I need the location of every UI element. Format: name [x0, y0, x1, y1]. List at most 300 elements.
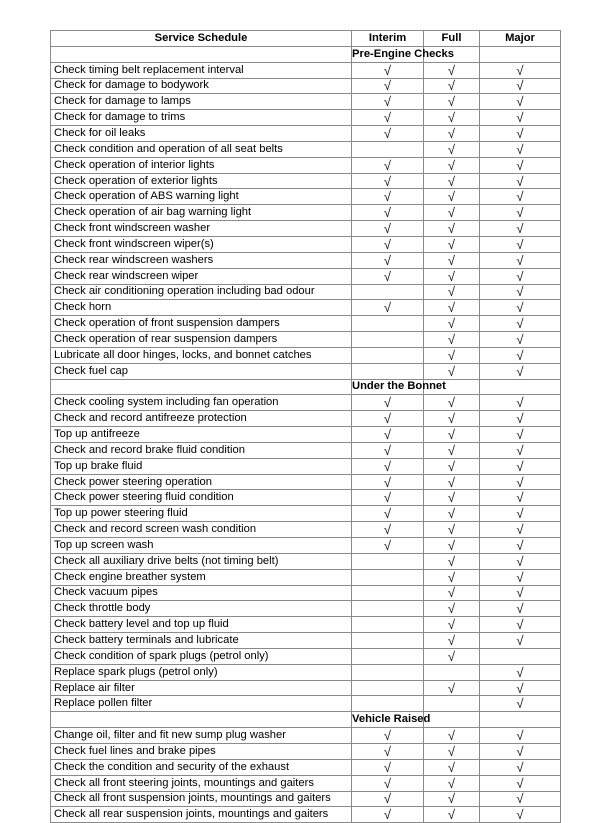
task-label: Check operation of ABS warning light [51, 189, 352, 205]
task-label: Check operation of front suspension dampers [51, 316, 352, 332]
interim-check-cell [352, 601, 424, 617]
major-check-cell [480, 141, 561, 157]
task-label: Check all front steering joints, mountings and gaiters [51, 775, 352, 791]
task-label: Check throttle body [51, 601, 352, 617]
checkmark-icon: √ [447, 221, 456, 237]
checkmark-icon: √ [516, 395, 524, 411]
checkmark-icon: √ [516, 189, 524, 205]
major-check-cell [480, 221, 561, 237]
checkmark-icon: √ [447, 363, 456, 379]
interim-check-cell [352, 696, 424, 712]
checkmark-icon: √ [447, 252, 456, 268]
full-check-cell [424, 522, 480, 538]
full-check-cell [424, 411, 480, 427]
major-check-cell [480, 458, 561, 474]
major-check-cell [480, 585, 561, 601]
checkmark-icon: √ [447, 522, 456, 538]
checkmark-icon: √ [516, 62, 524, 78]
table-row [51, 126, 561, 142]
checkmark-icon: √ [516, 268, 524, 284]
checkmark-icon: √ [383, 157, 392, 173]
interim-check-cell [352, 300, 424, 316]
checkmark-icon: √ [447, 442, 456, 458]
major-check-cell [480, 553, 561, 569]
checkmark-icon: √ [516, 427, 524, 443]
table-row [51, 458, 561, 474]
full-check-cell [424, 601, 480, 617]
checkmark-icon: √ [447, 648, 456, 664]
interim-check-cell [352, 395, 424, 411]
major-check-cell [480, 522, 561, 538]
full-check-cell [424, 332, 480, 348]
full-check-cell [424, 221, 480, 237]
checkmark-icon: √ [447, 791, 456, 807]
checkmark-icon: √ [383, 189, 392, 205]
table-row [51, 696, 561, 712]
table-row [51, 759, 561, 775]
checkmark-icon: √ [516, 300, 524, 316]
major-check-cell [480, 300, 561, 316]
table-row [51, 363, 561, 379]
checkmark-icon: √ [516, 331, 524, 347]
checkmark-icon: √ [447, 807, 456, 823]
checkmark-icon: √ [516, 522, 524, 538]
full-check-cell [424, 78, 480, 94]
checkmark-icon: √ [383, 205, 392, 221]
checkmark-icon: √ [383, 173, 392, 189]
interim-check-cell [352, 268, 424, 284]
checkmark-icon: √ [447, 585, 456, 601]
interim-check-cell [352, 585, 424, 601]
checkmark-icon: √ [383, 728, 392, 744]
checkmark-icon: √ [516, 617, 524, 633]
table-row [51, 332, 561, 348]
checkmark-icon: √ [447, 490, 456, 506]
section-spacer [480, 46, 561, 62]
task-label: Check the condition and security of the exhaust [51, 759, 352, 775]
checkmark-icon: √ [383, 442, 392, 458]
full-check-cell [424, 205, 480, 221]
table-row [51, 633, 561, 649]
checkmark-icon: √ [447, 759, 456, 775]
full-check-cell [424, 300, 480, 316]
table-row [51, 284, 561, 300]
full-check-cell [424, 316, 480, 332]
table-row [51, 490, 561, 506]
checkmark-icon: √ [447, 236, 456, 252]
table-row [51, 648, 561, 664]
major-check-cell [480, 252, 561, 268]
table-row [51, 347, 561, 363]
checkmark-icon: √ [447, 205, 456, 221]
table-row [51, 316, 561, 332]
checkmark-icon: √ [383, 427, 392, 443]
interim-check-cell [352, 221, 424, 237]
checkmark-icon: √ [447, 347, 456, 363]
full-check-cell [424, 141, 480, 157]
checkmark-icon: √ [447, 569, 456, 585]
major-check-cell [480, 569, 561, 585]
section-row [51, 379, 561, 395]
checkmark-icon: √ [447, 553, 456, 569]
checkmark-icon: √ [516, 442, 524, 458]
table-row [51, 522, 561, 538]
major-check-cell [480, 538, 561, 554]
interim-check-cell [352, 474, 424, 490]
major-check-cell [480, 316, 561, 332]
task-label: Check operation of exterior lights [51, 173, 352, 189]
checkmark-icon: √ [447, 537, 456, 553]
checkmark-icon: √ [383, 474, 392, 490]
section-spacer [51, 379, 352, 395]
task-label: Check condition and operation of all seat belts [51, 141, 352, 157]
checkmark-icon: √ [383, 490, 392, 506]
checkmark-icon: √ [447, 411, 456, 427]
checkmark-icon: √ [516, 664, 524, 680]
major-check-cell [480, 743, 561, 759]
section-spacer [424, 712, 480, 728]
major-check-cell [480, 490, 561, 506]
major-check-cell [480, 157, 561, 173]
checkmark-icon: √ [516, 110, 524, 126]
checkmark-icon: √ [383, 775, 392, 791]
table-row [51, 664, 561, 680]
checkmark-icon: √ [447, 331, 456, 347]
task-label: Change oil, filter and fit new sump plug washer [51, 728, 352, 744]
section-spacer [480, 379, 561, 395]
major-check-cell [480, 332, 561, 348]
checkmark-icon: √ [516, 363, 524, 379]
major-check-cell [480, 506, 561, 522]
interim-check-cell [352, 110, 424, 126]
checkmark-icon: √ [447, 157, 456, 173]
task-label: Check for oil leaks [51, 126, 352, 142]
interim-check-cell [352, 316, 424, 332]
checkmark-icon: √ [447, 62, 456, 78]
checkmark-icon: √ [383, 221, 392, 237]
interim-check-cell [352, 427, 424, 443]
interim-check-cell [352, 680, 424, 696]
full-check-cell [424, 252, 480, 268]
interim-check-cell [352, 205, 424, 221]
full-check-cell [424, 62, 480, 78]
table-row [51, 94, 561, 110]
major-check-cell [480, 126, 561, 142]
task-label: Top up power steering fluid [51, 506, 352, 522]
interim-check-cell [352, 728, 424, 744]
task-label: Check for damage to lamps [51, 94, 352, 110]
table-row [51, 585, 561, 601]
checkmark-icon: √ [516, 205, 524, 221]
section-title: Under the Bonnet [352, 379, 424, 395]
checkmark-icon: √ [447, 395, 456, 411]
section-spacer [480, 712, 561, 728]
full-check-cell [424, 94, 480, 110]
full-check-cell [424, 791, 480, 807]
full-check-cell [424, 506, 480, 522]
checkmark-icon: √ [383, 537, 392, 553]
full-check-cell [424, 442, 480, 458]
interim-check-cell [352, 332, 424, 348]
checkmark-icon: √ [516, 632, 524, 648]
full-check-cell [424, 664, 480, 680]
major-check-cell [480, 601, 561, 617]
checkmark-icon: √ [383, 506, 392, 522]
checkmark-icon: √ [447, 125, 456, 141]
interim-check-cell [352, 553, 424, 569]
task-label: Check for damage to trims [51, 110, 352, 126]
checkmark-icon: √ [516, 94, 524, 110]
interim-check-cell [352, 664, 424, 680]
full-check-cell [424, 759, 480, 775]
checkmark-icon: √ [516, 221, 524, 237]
checkmark-icon: √ [447, 300, 456, 316]
checkmark-icon: √ [383, 125, 392, 141]
table-row [51, 538, 561, 554]
task-label: Top up screen wash [51, 538, 352, 554]
checkmark-icon: √ [447, 617, 456, 633]
table-row [51, 78, 561, 94]
checkmark-icon: √ [516, 553, 524, 569]
interim-check-cell [352, 173, 424, 189]
interim-check-cell [352, 189, 424, 205]
task-label: Check for damage to bodywork [51, 78, 352, 94]
full-check-cell [424, 633, 480, 649]
table-row [51, 141, 561, 157]
checkmark-icon: √ [447, 728, 456, 744]
major-check-cell [480, 728, 561, 744]
interim-check-cell [352, 157, 424, 173]
checkmark-icon: √ [447, 268, 456, 284]
interim-check-cell [352, 775, 424, 791]
table-row [51, 252, 561, 268]
checkmark-icon: √ [516, 743, 524, 759]
checkmark-icon: √ [516, 569, 524, 585]
checkmark-icon: √ [516, 173, 524, 189]
full-check-cell [424, 268, 480, 284]
header-major: Major [480, 31, 561, 47]
task-label: Replace pollen filter [51, 696, 352, 712]
checkmark-icon: √ [516, 601, 524, 617]
checkmark-icon: √ [516, 506, 524, 522]
task-label: Check timing belt replacement interval [51, 62, 352, 78]
major-check-cell [480, 395, 561, 411]
interim-check-cell [352, 633, 424, 649]
table-row [51, 474, 561, 490]
checkmark-icon: √ [516, 791, 524, 807]
interim-check-cell [352, 126, 424, 142]
checkmark-icon: √ [516, 728, 524, 744]
interim-check-cell [352, 411, 424, 427]
table-row [51, 569, 561, 585]
major-check-cell [480, 189, 561, 205]
table-row [51, 221, 561, 237]
full-check-cell [424, 236, 480, 252]
table-row [51, 189, 561, 205]
interim-check-cell [352, 617, 424, 633]
major-check-cell [480, 633, 561, 649]
table-row [51, 411, 561, 427]
task-label: Check rear windscreen wiper [51, 268, 352, 284]
major-check-cell [480, 696, 561, 712]
full-check-cell [424, 427, 480, 443]
full-check-cell [424, 569, 480, 585]
major-check-cell [480, 791, 561, 807]
full-check-cell [424, 189, 480, 205]
checkmark-icon: √ [383, 791, 392, 807]
checkmark-icon: √ [447, 284, 456, 300]
major-check-cell [480, 427, 561, 443]
checkmark-icon: √ [516, 807, 524, 823]
full-check-cell [424, 363, 480, 379]
section-spacer [51, 46, 352, 62]
major-check-cell [480, 775, 561, 791]
full-check-cell [424, 173, 480, 189]
major-check-cell [480, 680, 561, 696]
checkmark-icon: √ [383, 252, 392, 268]
service-schedule-table [50, 30, 561, 823]
table-row [51, 110, 561, 126]
table-row [51, 236, 561, 252]
checkmark-icon: √ [516, 125, 524, 141]
task-label: Check horn [51, 300, 352, 316]
full-check-cell [424, 458, 480, 474]
task-label: Check front windscreen wiper(s) [51, 236, 352, 252]
checkmark-icon: √ [516, 696, 524, 712]
full-check-cell [424, 347, 480, 363]
full-check-cell [424, 157, 480, 173]
interim-check-cell [352, 648, 424, 664]
interim-check-cell [352, 94, 424, 110]
checkmark-icon: √ [383, 268, 392, 284]
checkmark-icon: √ [447, 141, 456, 157]
task-label: Check and record brake fluid condition [51, 442, 352, 458]
major-check-cell [480, 411, 561, 427]
table-row [51, 743, 561, 759]
full-check-cell [424, 538, 480, 554]
checkmark-icon: √ [516, 458, 524, 474]
checkmark-icon: √ [447, 110, 456, 126]
checkmark-icon: √ [516, 411, 524, 427]
interim-check-cell [352, 759, 424, 775]
major-check-cell [480, 268, 561, 284]
table-row [51, 157, 561, 173]
full-check-cell [424, 648, 480, 664]
checkmark-icon: √ [383, 110, 392, 126]
header-row [51, 31, 561, 47]
full-check-cell [424, 775, 480, 791]
table-row [51, 427, 561, 443]
interim-check-cell [352, 490, 424, 506]
checkmark-icon: √ [383, 78, 392, 94]
interim-check-cell [352, 78, 424, 94]
full-check-cell [424, 490, 480, 506]
task-label: Check all front suspension joints, mountings and gaiters [51, 791, 352, 807]
checkmark-icon: √ [447, 189, 456, 205]
checkmark-icon: √ [447, 632, 456, 648]
checkmark-icon: √ [447, 601, 456, 617]
task-label: Check engine breather system [51, 569, 352, 585]
interim-check-cell [352, 363, 424, 379]
checkmark-icon: √ [516, 316, 524, 332]
table-row [51, 553, 561, 569]
header-full: Full [424, 31, 480, 47]
checkmark-icon: √ [447, 775, 456, 791]
checkmark-icon: √ [447, 427, 456, 443]
section-title: Pre-Engine Checks [352, 46, 424, 62]
checkmark-icon: √ [383, 522, 392, 538]
task-label: Check and record screen wash condition [51, 522, 352, 538]
interim-check-cell [352, 506, 424, 522]
task-label: Check fuel lines and brake pipes [51, 743, 352, 759]
checkmark-icon: √ [383, 458, 392, 474]
major-check-cell [480, 664, 561, 680]
task-label: Replace spark plugs (petrol only) [51, 664, 352, 680]
major-check-cell [480, 474, 561, 490]
major-check-cell [480, 205, 561, 221]
checkmark-icon: √ [447, 680, 456, 696]
checkmark-icon: √ [516, 284, 524, 300]
interim-check-cell [352, 743, 424, 759]
task-label: Check cooling system including fan operation [51, 395, 352, 411]
task-label: Check battery terminals and lubricate [51, 633, 352, 649]
section-row [51, 712, 561, 728]
full-check-cell [424, 553, 480, 569]
full-check-cell [424, 807, 480, 823]
table-row [51, 300, 561, 316]
table-row [51, 173, 561, 189]
task-label: Check fuel cap [51, 363, 352, 379]
checkmark-icon: √ [516, 474, 524, 490]
interim-check-cell [352, 284, 424, 300]
interim-check-cell [352, 538, 424, 554]
table-row [51, 728, 561, 744]
major-check-cell [480, 617, 561, 633]
checkmark-icon: √ [516, 759, 524, 775]
checkmark-icon: √ [516, 680, 524, 696]
task-label: Check rear windscreen washers [51, 252, 352, 268]
section-spacer [51, 712, 352, 728]
major-check-cell [480, 236, 561, 252]
header-interim: Interim [352, 31, 424, 47]
interim-check-cell [352, 791, 424, 807]
checkmark-icon: √ [516, 236, 524, 252]
table-row [51, 506, 561, 522]
table-row [51, 680, 561, 696]
interim-check-cell [352, 141, 424, 157]
checkmark-icon: √ [383, 62, 392, 78]
interim-check-cell [352, 522, 424, 538]
task-label: Check all rear suspension joints, mountings and gaiters [51, 807, 352, 823]
full-check-cell [424, 680, 480, 696]
task-label: Check condition of spark plugs (petrol only) [51, 648, 352, 664]
table-row [51, 601, 561, 617]
task-label: Check all auxiliary drive belts (not timing belt) [51, 553, 352, 569]
task-label: Check power steering fluid condition [51, 490, 352, 506]
interim-check-cell [352, 807, 424, 823]
major-check-cell [480, 94, 561, 110]
interim-check-cell [352, 62, 424, 78]
table-row [51, 617, 561, 633]
interim-check-cell [352, 236, 424, 252]
table-row [51, 791, 561, 807]
interim-check-cell [352, 252, 424, 268]
schedule-body [51, 46, 561, 822]
checkmark-icon: √ [447, 173, 456, 189]
full-check-cell [424, 728, 480, 744]
checkmark-icon: √ [516, 252, 524, 268]
major-check-cell [480, 78, 561, 94]
